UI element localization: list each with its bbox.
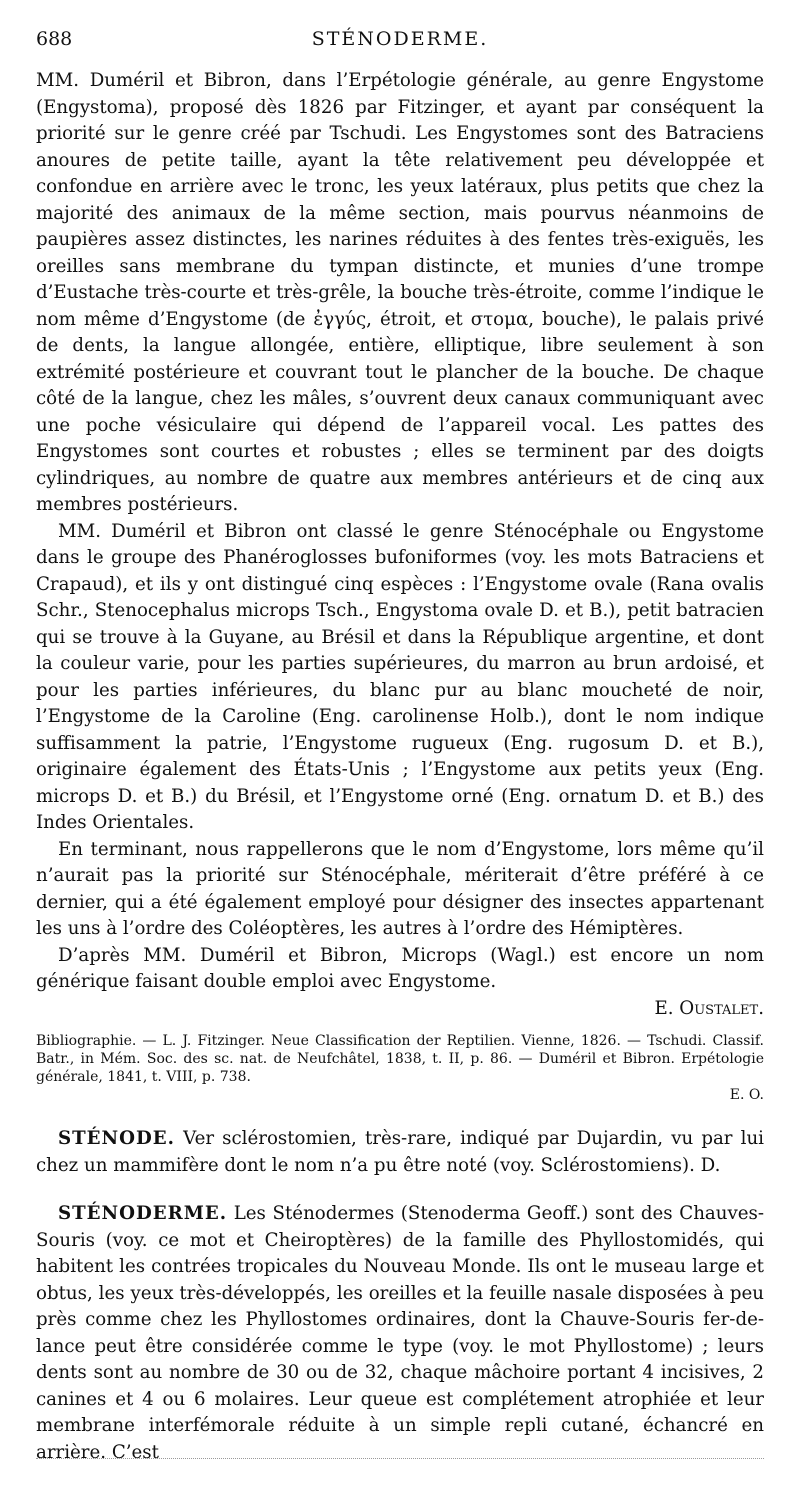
paragraph: MM. Duméril et Bibron, dans l’Erpétologie générale, au genre Engystome (Engystoma), proposé dès 1826 par Fitzinger, et ayant par conséquent la priorité sur le genre créé par Tschudi. Les Engystomes sont des Batraciens anoures de petite taille, ayant la tête relativement peu développée et confondue en arrière avec le tronc, les yeux latéraux, plus petits que chez la majorité des animaux de la même section, mais pourvus néanmoins de paupières assez distinctes, les narines réduites à des fentes très-exiguës, les oreilles sans membrane du tympan distincte, et munies d’une trompe d’Eustache très-courte et très-grêle, la bouche très-étroite, comme l’indique le nom même d’Engystome (de ἐγγύς, étroit, et στομα, bouche), le palais privé de dents, la langue allongée, entière, elliptique, libre seulement à son extrémité postérieure et couvrant tout le plancher de la bouche. De chaque côté de la langue, chez les mâles, s’ouvrent deux canaux communiquant avec une poche vésiculaire qui dépend de l’appareil vocal. Les pattes des Engystomes sont courtes et robustes ; elles se terminent par des doigts cylindriques, au nombre de quatre aux membres antérieurs et de cinq aux membres postérieurs. bbox=[36, 70, 764, 515]
entry-stenoderme bbox=[36, 1201, 764, 1466]
article-stenocephale bbox=[36, 68, 764, 1022]
bibliography-signature: E. O. bbox=[729, 1087, 764, 1103]
paragraph: En terminant, nous rappellerons que le nom d’Engystome, lors même qu’il n’aurait pas la priorité sur Sténocéphale, mériterait d’être préféré à ce dernier, qui a été également employé pour désigner des insectes appartenant les uns à l’ordre des Coléoptères, les autres à l’ordre des Hémiptères. bbox=[36, 838, 764, 939]
entry-text: Ver sclérostomien, très-rare, indiqué par Dujardin, vu par lui chez un mammifère dont le nom n’a pu être noté (voy. Sclérostomiens). bbox=[36, 1128, 764, 1176]
page-header bbox=[36, 28, 764, 68]
author-signature: E. Oustalet. bbox=[654, 997, 764, 1019]
bibliography-text: Bibliographie. — L. J. Fitzinger. Neue Classification der Reptilien. Vienne, 1826. — Tschudi. Classif. Batr., in Mém. Soc. des sc. nat. de Neufchâtel, 1838, t. II, p. 86. — Duméril et Bibron. Erpétologie générale, 1841, t. VIII, p. 738. bbox=[36, 1033, 764, 1085]
headword: STÉNODERME. bbox=[58, 1203, 228, 1224]
entry-signature: D. bbox=[700, 1154, 721, 1176]
entry-stenode bbox=[36, 1126, 764, 1179]
bibliography bbox=[36, 1032, 764, 1104]
paragraph: MM. Duméril et Bibron ont classé le genre Sténocéphale ou Engystome dans le groupe des Phanéroglosses bufoniformes (voy. les mots Batraciens et Crapaud), et ils y ont distingué cinq espèces : l’Engystome ovale (Rana ovalis Schr., Stenocephalus microps Tsch., Engystoma ovale D. et B.), petit batracien qui se trouve à la Guyane, au Brésil et dans la République argentine, et dont la couleur varie, pour les parties supérieures, du marron au brun ardoisé, et pour les parties inférieures, du blanc pur au blanc moucheté de noir, l’Engystome de la Caroline (Eng. carolinense Holb.), dont le nom indique suffisamment la patrie, l’Engystome rugueux (Eng. rugosum D. et B.), originaire également des États-Unis ; l’Engystome aux petits yeux (Eng. microps D. et B.) du Brésil, et l’Engystome orné (Eng. ornatum D. et B.) des Indes Orientales. bbox=[36, 520, 764, 833]
headword: STÉNODE. bbox=[58, 1128, 175, 1149]
page-number: 688 bbox=[36, 28, 73, 50]
page bbox=[36, 28, 764, 1466]
entry-text: Les Sténodermes (Stenoderma Geoff.) sont des Chauves-Souris (voy. ce mot et Cheiroptères) de la famille des Phyllostomidés, qui habitent les contrées tropicales du Nouveau Monde. Ils ont le museau large et obtus, les yeux très-développés, les oreilles et la feuille nasale disposées à peu près comme chez les Phyllostomes ordinaires, dont la Chauve-Souris fer-de-lance peut être considérée comme le type (voy. le mot Phyllostome) ; leurs dents sont au nombre de 30 ou de 32, chaque mâchoire portant 4 incisives, 2 canines et 4 ou 6 molaires. Leur queue est complétement atrophiée et leur membrane interfémorale réduite à un simple repli cutané, échancré en arrière. C’est bbox=[36, 1203, 764, 1463]
paragraph: D’après MM. Duméril et Bibron, Microps (Wagl.) est encore un nom générique faisant double emploi avec Engystome. bbox=[36, 944, 764, 992]
running-title: STÉNODERME. bbox=[311, 28, 489, 50]
page-bottom-rule bbox=[36, 1458, 764, 1459]
